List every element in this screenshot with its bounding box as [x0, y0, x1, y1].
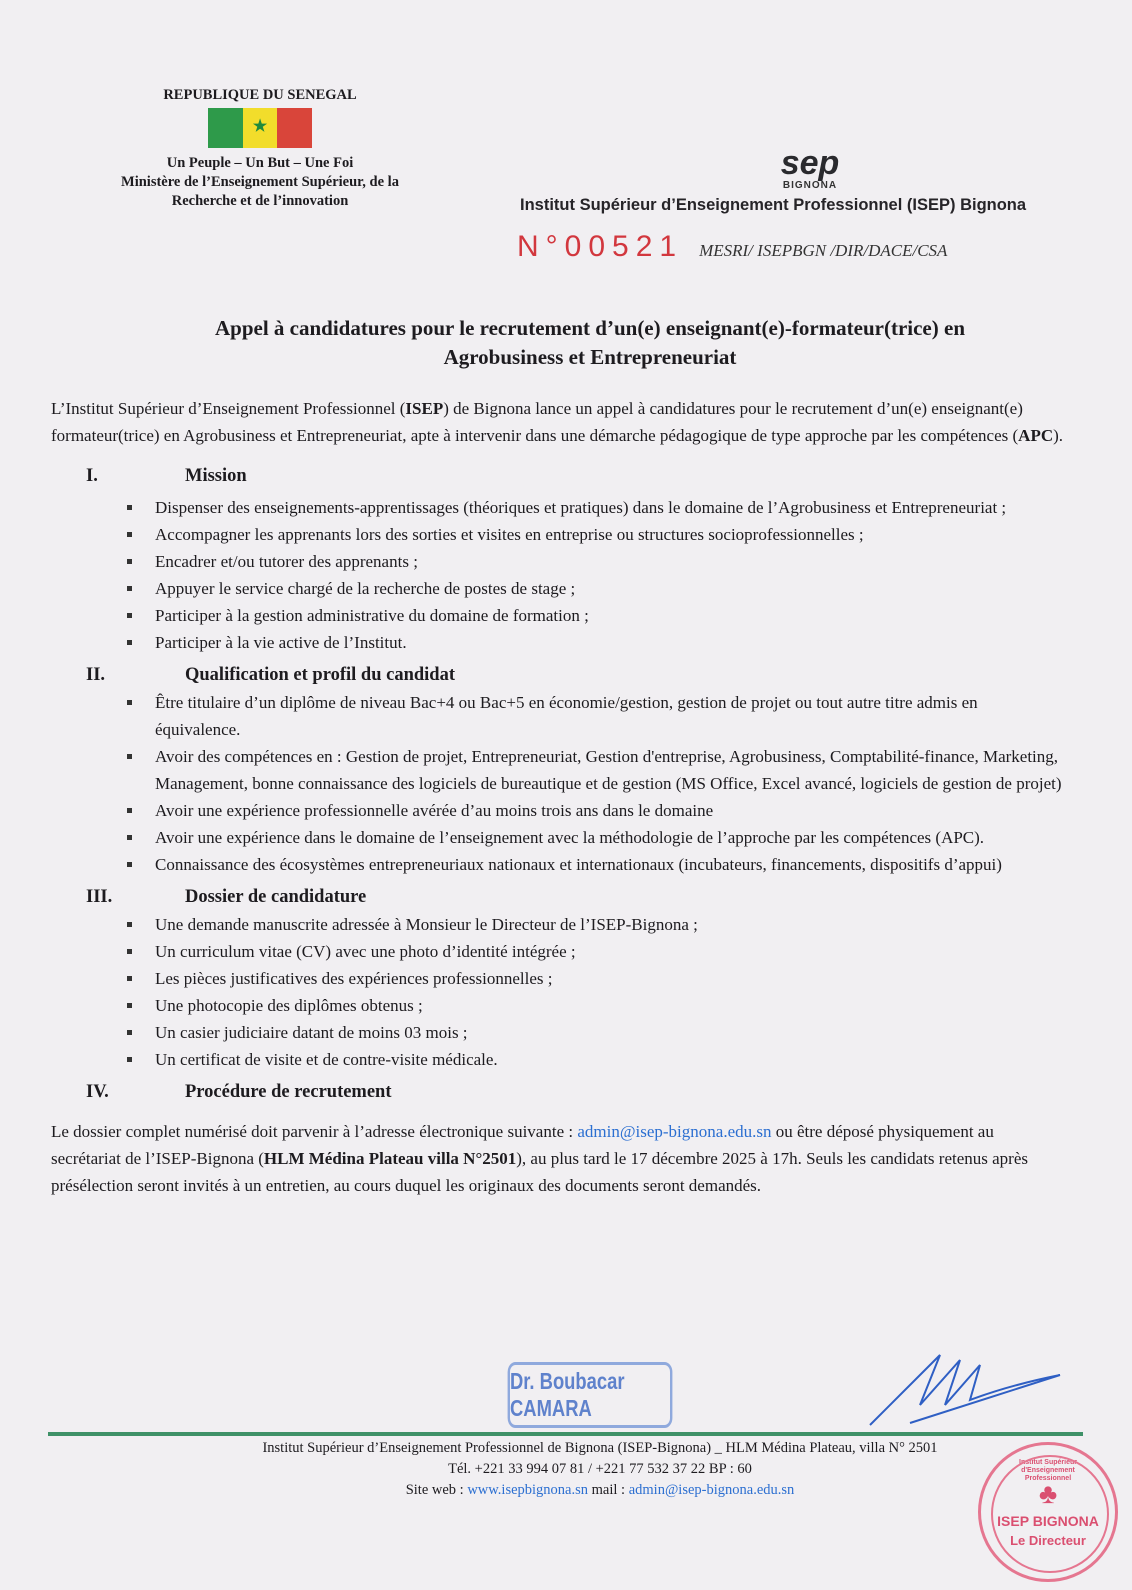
seal-ring-text: Institut Supérieur d'Enseignement Professionnel — [1019, 1459, 1077, 1482]
list-item: Encadrer et/ou tutorer des apprenants ; — [155, 548, 1066, 575]
bullet-list — [51, 689, 1066, 878]
procedure-text: ), au plus tard le 17 décembre 2025 à 17h. Seuls les candidats retenus après présélection seront invités à un entretien, au cours duquel les originaux des documents seront demandés. — [51, 1149, 1028, 1195]
document-body — [51, 395, 1066, 1199]
country-name: REPUBLIQUE DU SENEGAL — [163, 87, 357, 103]
intro-text: ). — [1053, 426, 1064, 445]
bullet-list — [51, 494, 1066, 656]
intro-text: ) de Bignona lance un appel à candidatures pour le recrutement d’un(e) enseignant(e) formateur(trice) en Agrobusiness et Entrepreneuriat, apte à intervenir dans une démarche pédagogique de type approche par les compétences ( — [51, 399, 1023, 445]
procedure-paragraph — [51, 1118, 1066, 1199]
footer-email-link[interactable]: admin@isep-bignona.edu.sn — [628, 1482, 795, 1498]
intro-paragraph — [51, 395, 1066, 449]
footer-phone: Tél. +221 33 994 07 81 / +221 77 532 37 22 BP : 60 — [448, 1461, 752, 1477]
footer-address: Institut Supérieur d’Enseignement Professionnel de Bignona (ISEP-Bignona) _ HLM Médina Plateau, villa N° 2501 — [262, 1440, 938, 1456]
site-label: Site web : — [405, 1482, 468, 1498]
section-heading — [51, 884, 1066, 911]
tree-icon: ♣ — [1038, 1478, 1058, 1509]
ministry-line: Ministère de l’Enseignement Supérieur, de la — [121, 174, 399, 190]
footer-divider — [48, 1432, 1083, 1436]
official-seal — [978, 1442, 1118, 1582]
address: HLM Médina Plateau villa N°2501 — [263, 1149, 517, 1168]
list-item: Dispenser des enseignements-apprentissages (théoriques et pratiques) dans le domaine de l’Agrobusiness et Entrepreneuriat ; — [155, 494, 1066, 521]
isep-logo — [755, 146, 865, 191]
senegal-flag-icon: ★ — [208, 108, 312, 148]
list-item: Une photocopie des diplômes obtenus ; — [155, 992, 1066, 1019]
seal-name: ISEP BIGNONA — [997, 1513, 1099, 1529]
list-item: Connaissance des écosystèmes entrepreneuriaux nationaux et internationaux (incubateurs, financements, dispositifs d’appui) — [155, 851, 1066, 878]
bullet-list — [51, 911, 1066, 1073]
list-item: Une demande manuscrite adressée à Monsieur le Directeur de l’ISEP-Bignona ; — [155, 911, 1066, 938]
signature-icon — [850, 1345, 1080, 1430]
sections — [51, 463, 1066, 1106]
list-item: Accompagner les apprenants lors des sorties et visites en entreprise ou structures socioprofessionnelles ; — [155, 521, 1066, 548]
ref-code: MESRI/ ISEPBGN /DIR/DACE/CSA — [699, 241, 948, 260]
section-number: II. — [86, 665, 106, 685]
list-item: Appuyer le service chargé de la recherche de postes de stage ; — [155, 575, 1066, 602]
footer-web — [100, 1480, 1100, 1501]
list-item: Un casier judiciaire datant de moins 03 mois ; — [155, 1019, 1066, 1046]
section-number: IV. — [86, 1082, 109, 1102]
title-line: Agrobusiness et Entrepreneuriat — [443, 345, 737, 369]
reference-number — [517, 230, 947, 264]
title-line: Appel à candidatures pour le recrutement d’un(e) enseignant(e)-formateur(trice) en — [214, 316, 966, 340]
intro-text: L’Institut Supérieur d’Enseignement Professionnel ( — [51, 399, 406, 418]
list-item: Un curriculum vitae (CV) avec une photo d’identité intégrée ; — [155, 938, 1066, 965]
list-item: Avoir des compétences en : Gestion de projet, Entrepreneuriat, Gestion d'entreprise, Agrobusiness, Comptabilité-finance, Marketing, Management, bonne connaissance des logiciels de bureautique et de gestion (MS Office, Excel avancé, logiciels de gestion de projet) — [155, 743, 1066, 797]
section-title: Dossier de candidature — [185, 887, 367, 907]
section-number: III. — [86, 887, 113, 907]
procedure-text: Le dossier complet numérisé doit parvenir à l’adresse électronique suivante : — [51, 1122, 578, 1141]
procedure-text: ou être déposé physiquement au secrétariat de l’ISEP-Bignona ( — [51, 1122, 994, 1168]
ref-number-stamp: N°00521 — [517, 230, 684, 263]
list-item: Avoir une expérience professionnelle avérée d’au moins trois ans dans le domaine — [155, 797, 1066, 824]
section-number: I. — [86, 466, 98, 486]
section-heading — [51, 662, 1066, 689]
list-item: Les pièces justificatives des expériences professionnelles ; — [155, 965, 1066, 992]
logo-subtext: BIGNONA — [782, 180, 838, 191]
website-link[interactable]: www.isepbignona.sn — [467, 1482, 589, 1498]
section-title: Mission — [185, 466, 247, 486]
intro-bold: APC — [1018, 426, 1054, 445]
logo-text: sep — [780, 144, 840, 182]
national-motto: Un Peuple – Un But – Une Foi — [166, 155, 354, 171]
document-title — [60, 314, 1120, 372]
email-link[interactable]: admin@isep-bignona.edu.sn — [577, 1122, 772, 1141]
footer — [100, 1438, 1100, 1501]
list-item: Participer à la gestion administrative du domaine de formation ; — [155, 602, 1066, 629]
list-item: Avoir une expérience dans le domaine de l’enseignement avec la méthodologie de l’approche par les compétences (APC). — [155, 824, 1066, 851]
government-header — [95, 86, 425, 211]
list-item: Participer à la vie active de l’Institut. — [155, 629, 1066, 656]
section-title: Qualification et profil du candidat — [185, 665, 455, 685]
intro-bold: ISEP — [405, 399, 444, 418]
ministry-line: Recherche et de l’innovation — [171, 193, 349, 209]
mail-label: mail : — [588, 1482, 629, 1498]
list-item: Être titulaire d’un diplôme de niveau Bac+4 ou Bac+5 en économie/gestion, gestion de projet ou tout autre titre admis en équivalence. — [155, 689, 1066, 743]
section-heading — [51, 463, 1066, 490]
section-heading — [51, 1079, 1066, 1106]
list-item: Un certificat de visite et de contre-visite médicale. — [155, 1046, 1066, 1073]
institute-name: Institut Supérieur d’Enseignement Professionnel (ISEP) Bignona — [520, 196, 1027, 214]
seal-role: Le Directeur — [1010, 1533, 1086, 1548]
section-title: Procédure de recrutement — [185, 1082, 392, 1102]
director-name-stamp: Dr. Boubacar CAMARA — [508, 1362, 673, 1428]
